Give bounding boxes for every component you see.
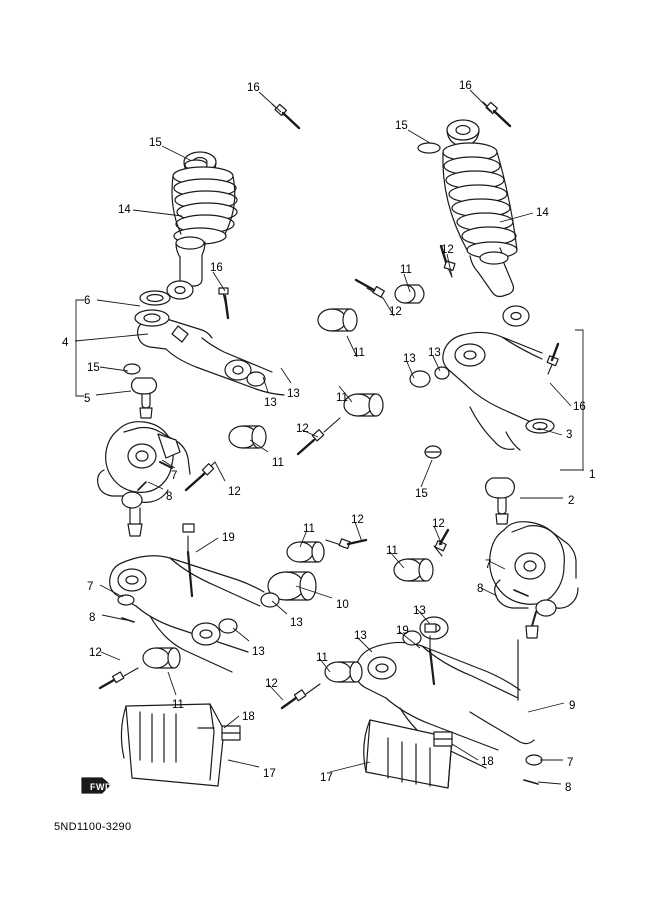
leader-line (96, 391, 131, 395)
callout-number: 16 (210, 262, 223, 274)
leader-line (233, 628, 249, 641)
callout-number: 13 (403, 353, 416, 365)
callout-number: 17 (320, 772, 333, 784)
skid-plate-left (121, 704, 240, 786)
callout-number: 3 (566, 429, 573, 441)
callout-number: 8 (89, 612, 96, 624)
callout-number: 11 (303, 523, 315, 535)
fwd-badge (78, 775, 120, 801)
callout-number: 12 (389, 306, 402, 318)
leader-line (470, 90, 492, 112)
steering-knuckle-lower-right (490, 522, 578, 700)
leader-line (168, 672, 176, 695)
callout-number: 11 (272, 457, 284, 469)
group-bracket (76, 300, 84, 396)
callout-number: 18 (481, 756, 494, 768)
part-number-code: 5ND1100-3290 (54, 821, 132, 833)
callout-number: 15 (415, 488, 428, 500)
callout-number: 14 (118, 204, 131, 216)
callout-number: 15 (395, 120, 408, 132)
callout-number: 13 (354, 630, 367, 642)
callout-number: 19 (396, 625, 409, 637)
leader-line (75, 334, 148, 341)
callout-number: 11 (386, 545, 398, 557)
leader-line (538, 782, 561, 784)
callout-number: 13 (290, 617, 303, 629)
hardware-bottom-right (524, 755, 542, 784)
callout-number: 18 (242, 711, 255, 723)
callout-number: 12 (441, 244, 454, 256)
callout-number: 11 (172, 699, 184, 711)
leader-line (228, 760, 259, 767)
callout-number: 7 (87, 581, 94, 593)
leader-line (550, 383, 571, 406)
callout-number: 15 (87, 362, 100, 374)
leader-line (281, 368, 291, 383)
leader-line (528, 703, 564, 712)
callout-number: 13 (413, 605, 426, 617)
callout-number: 12 (89, 647, 102, 659)
callout-number: 13 (264, 397, 277, 409)
leader-line (100, 585, 123, 597)
callout-number: 7 (485, 559, 492, 571)
callout-number: 11 (353, 347, 365, 359)
callout-number: 10 (336, 599, 349, 611)
callout-number: 12 (296, 423, 309, 435)
leader-line (196, 538, 218, 552)
callout-number: 13 (428, 347, 441, 359)
callout-number: 8 (477, 583, 484, 595)
callout-number: 5 (84, 393, 91, 405)
callout-number: 11 (400, 264, 412, 276)
skid-plate-right (364, 720, 452, 788)
callout-number: 11 (336, 392, 348, 404)
callout-number: 2 (568, 495, 575, 507)
callout-number: 9 (569, 700, 576, 712)
leader-line (272, 601, 287, 614)
callout-number: 16 (247, 82, 260, 94)
callout-number: 16 (573, 401, 586, 413)
group-bracket (575, 330, 583, 470)
leader-line (259, 92, 281, 112)
leader-line (101, 652, 120, 660)
callout-number: 11 (316, 652, 328, 664)
leader-line (162, 146, 190, 160)
callout-number: 17 (263, 768, 276, 780)
leader-line (97, 300, 140, 306)
fwd-label: FWD (90, 782, 112, 792)
callout-number: 13 (287, 388, 300, 400)
callout-number: 7 (171, 470, 178, 482)
callout-number: 8 (166, 491, 173, 503)
leader-line (408, 130, 430, 143)
callout-number: 8 (565, 782, 572, 794)
leader-line (330, 762, 370, 772)
callout-number: 16 (459, 80, 472, 92)
callout-number: 12 (265, 678, 278, 690)
callout-number: 13 (252, 646, 265, 658)
leader-line (215, 462, 225, 481)
callout-number: 12 (432, 518, 445, 530)
leader-line (421, 460, 432, 487)
callout-number: 15 (149, 137, 162, 149)
callout-number: 7 (567, 757, 574, 769)
callout-number: 12 (228, 486, 241, 498)
callout-number: 19 (222, 532, 235, 544)
shock-absorber-left (167, 104, 299, 299)
shock-absorber-right (418, 102, 529, 326)
callout-number: 1 (589, 469, 596, 481)
callout-number: 6 (84, 295, 91, 307)
callout-number: 4 (62, 337, 69, 349)
upper-arm-front-right (298, 246, 558, 524)
callout-number: 14 (536, 207, 549, 219)
callout-number: 12 (351, 514, 364, 526)
